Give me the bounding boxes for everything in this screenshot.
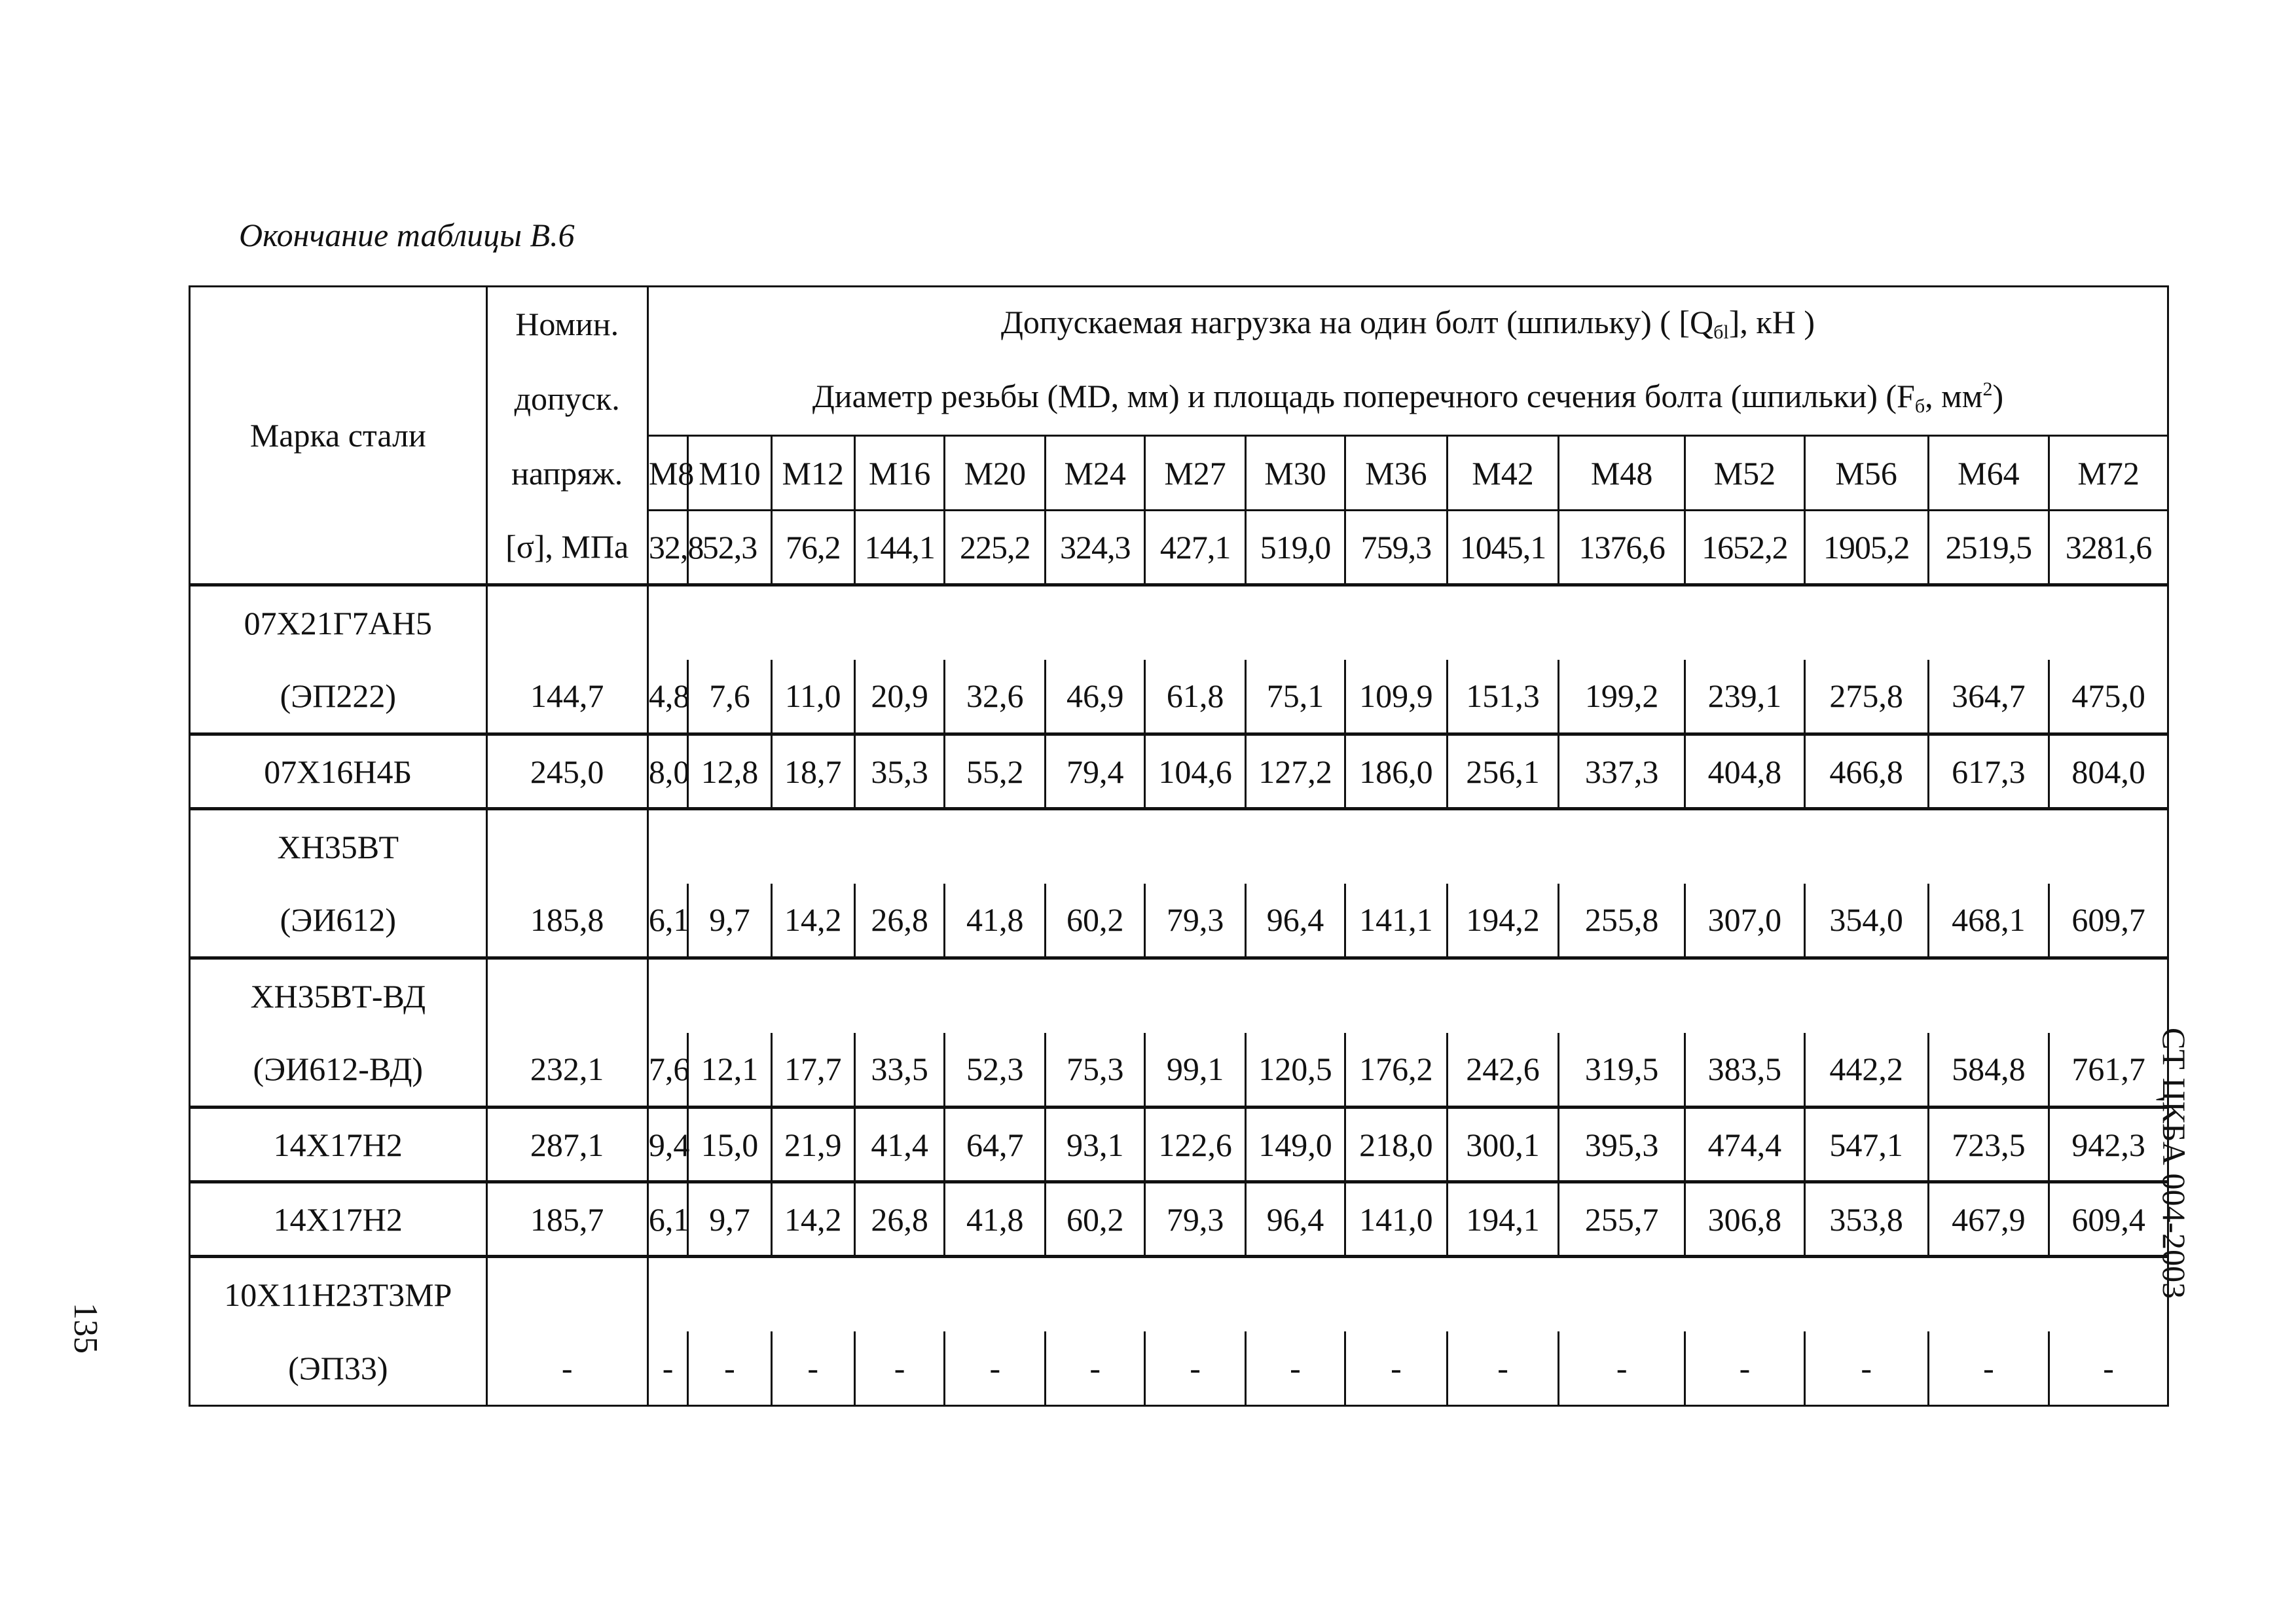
cross-section-area-cell: 144,1 [854,511,945,585]
allowable-load-cell: - [2049,1331,2168,1406]
cross-section-area-cell: 1045,1 [1447,511,1558,585]
page-number: 135 [67,1303,104,1354]
allowable-load-cell: 468,1 [1928,884,2049,958]
allowable-load-cell: 26,8 [854,884,945,958]
steel-grade-cell: 07Х21Г7АН5 [190,585,487,660]
table-row [190,958,2168,1033]
allowable-load-cell: 141,1 [1345,884,1447,958]
allowable-load-cell: 242,6 [1447,1033,1558,1108]
allowable-load-cell: 466,8 [1804,734,1928,809]
header-diameter-title: Диаметр резьбы (MD, мм) и площадь поперечного сечения болта (шпильки) ($F_б$, $мм^2$) [647,361,2168,436]
allowable-load-cell: 15,0 [688,1108,771,1182]
steel-grade-cell: 07Х16Н4Б [190,734,487,809]
allowable-load-cell: 35,3 [854,734,945,809]
allowable-load-cell: 804,0 [2049,734,2168,809]
empty-cell [647,809,2168,884]
allowable-load-cell: 141,0 [1345,1182,1447,1257]
allowable-load-cell: 151,3 [1447,660,1558,734]
allowable-load-cell: 353,8 [1804,1182,1928,1257]
allowable-load-cell: 120,5 [1246,1033,1345,1108]
thread-diameter-cell: M10 [688,436,771,511]
allowable-load-cell: 12,1 [688,1033,771,1108]
allowable-load-cell: - [1804,1331,1928,1406]
cross-section-area-cell: 759,3 [1345,511,1447,585]
allowable-load-cell: - [1928,1331,2049,1406]
header-load-title: Допускаемая нагрузка на один болт (шпильку) ( $[Q_{бl}]$, кН ) [647,287,2168,361]
allowable-load-cell: 255,8 [1559,884,1685,958]
allowable-load-cell: 307,0 [1685,884,1805,958]
allowable-load-cell: - [1145,1331,1246,1406]
allowable-load-cell: 364,7 [1928,660,2049,734]
allowable-load-cell: 96,4 [1246,884,1345,958]
allowable-load-cell: 584,8 [1928,1033,2049,1108]
allowable-load-cell: 20,9 [854,660,945,734]
allowable-load-cell: 275,8 [1804,660,1928,734]
allowable-load-cell: 9,7 [688,1182,771,1257]
allowable-stress-cell: 287,1 [486,1108,647,1182]
allowable-load-cell: 41,8 [945,884,1046,958]
allowable-load-cell: 11,0 [771,660,854,734]
allowable-load-cell: 7,6 [688,660,771,734]
allowable-load-cell: 75,1 [1246,660,1345,734]
empty-cell [486,958,647,1033]
table-row [190,884,2168,958]
allowable-load-cell: 194,1 [1447,1182,1558,1257]
cross-section-area-cell: 1376,6 [1559,511,1685,585]
allowable-load-cell: 127,2 [1246,734,1345,809]
steel-grade-cell: (ЭИ612-ВД) [190,1033,487,1108]
allowable-stress-cell: 185,7 [486,1182,647,1257]
thread-diameter-cell: M64 [1928,436,2049,511]
allowable-load-cell: 26,8 [854,1182,945,1257]
allowable-load-cell: - [1447,1331,1558,1406]
allowable-load-cell: 93,1 [1046,1108,1145,1182]
thread-diameter-cell: M24 [1046,436,1145,511]
allowable-stress-cell: 245,0 [486,734,647,809]
table-row [190,1331,2168,1406]
allowable-load-cell: 319,5 [1559,1033,1685,1108]
steel-grade-cell: (ЭП222) [190,660,487,734]
cross-section-area-cell: 427,1 [1145,511,1246,585]
table-row [190,1108,2168,1182]
allowable-load-cell: 9,4 [647,1108,688,1182]
allowable-load-cell: - [771,1331,854,1406]
allowable-load-cell: 32,6 [945,660,1046,734]
allowable-load-cell: 60,2 [1046,884,1145,958]
thread-diameter-cell: M8 [647,436,688,511]
steel-grade-cell: 10Х11Н23Т3МР [190,1257,487,1331]
allowable-load-cell: 256,1 [1447,734,1558,809]
allowable-load-cell: 60,2 [1046,1182,1145,1257]
thread-diameter-cell: M48 [1559,436,1685,511]
table-row [190,734,2168,809]
thread-diameter-cell: M52 [1685,436,1805,511]
allowable-load-cell: - [1246,1331,1345,1406]
allowable-stress-cell: 144,7 [486,660,647,734]
allowable-load-cell: 617,3 [1928,734,2049,809]
thread-diameter-cell: M16 [854,436,945,511]
thread-diameter-cell: M12 [771,436,854,511]
allowable-load-cell: 17,7 [771,1033,854,1108]
cross-section-area-cell: 2519,5 [1928,511,2049,585]
allowable-load-cell: 41,8 [945,1182,1046,1257]
allowable-load-cell: 122,6 [1145,1108,1246,1182]
allowable-load-cell: 61,8 [1145,660,1246,734]
allowable-load-cell: 474,4 [1685,1108,1805,1182]
allowable-load-cell: 6,1 [647,1182,688,1257]
empty-cell [486,585,647,660]
allowable-load-cell: 12,8 [688,734,771,809]
allowable-load-cell: 64,7 [945,1108,1046,1182]
allowable-stress-cell: 232,1 [486,1033,647,1108]
thread-diameter-cell: M20 [945,436,1046,511]
empty-cell [647,1257,2168,1331]
thread-diameter-cell: M72 [2049,436,2168,511]
allowable-load-cell: 723,5 [1928,1108,2049,1182]
steel-grade-cell: ХН35ВТ [190,809,487,884]
empty-cell [647,958,2168,1033]
allowable-load-cell: - [688,1331,771,1406]
allowable-load-cell: - [945,1331,1046,1406]
cross-section-area-cell: 1905,2 [1804,511,1928,585]
table-row [190,1033,2168,1108]
empty-cell [486,809,647,884]
allowable-load-cell: 942,3 [2049,1108,2168,1182]
allowable-load-cell: 255,7 [1559,1182,1685,1257]
allowable-load-cell: 79,4 [1046,734,1145,809]
table-row [190,660,2168,734]
allowable-load-cell: 475,0 [2049,660,2168,734]
allowable-load-cell: 383,5 [1685,1033,1805,1108]
allowable-load-cell: 46,9 [1046,660,1145,734]
header-stress-line: Номин. [486,287,647,361]
cross-section-area-cell: 519,0 [1246,511,1345,585]
allowable-load-cell: 300,1 [1447,1108,1558,1182]
allowable-load-cell: 14,2 [771,1182,854,1257]
empty-cell [486,1257,647,1331]
thread-diameter-cell: M42 [1447,436,1558,511]
allowable-load-cell: 99,1 [1145,1033,1246,1108]
allowable-load-cell: 96,4 [1246,1182,1345,1257]
allowable-load-cell: 4,8 [647,660,688,734]
allowable-load-cell: 9,7 [688,884,771,958]
allowable-load-cell: 239,1 [1685,660,1805,734]
allowable-load-cell: 395,3 [1559,1108,1685,1182]
allowable-load-cell: - [1345,1331,1447,1406]
table-caption: Окончание таблицы В.6 [239,217,575,253]
allowable-load-cell: 8,0 [647,734,688,809]
allowable-load-cell: 176,2 [1345,1033,1447,1108]
allowable-load-cell: 52,3 [945,1033,1046,1108]
allowable-load-cell: 199,2 [1559,660,1685,734]
table-row [190,1257,2168,1331]
allowable-load-cell: 761,7 [2049,1033,2168,1108]
cross-section-area-cell: 3281,6 [2049,511,2168,585]
table-row [190,1182,2168,1257]
allowable-load-cell: 21,9 [771,1108,854,1182]
allowable-load-cell: 14,2 [771,884,854,958]
header-steel-grade: Марка стали [190,287,487,585]
allowable-load-cell: 104,6 [1145,734,1246,809]
steel-grade-cell: 14Х17Н2 [190,1182,487,1257]
allowable-load-cell: - [854,1331,945,1406]
thread-diameter-cell: M36 [1345,436,1447,511]
thread-diameter-cell: M27 [1145,436,1246,511]
thread-diameter-cell: M56 [1804,436,1928,511]
allowable-load-cell: 337,3 [1559,734,1685,809]
allowable-load-cell: 7,6 [647,1033,688,1108]
steel-grade-cell: (ЭП33) [190,1331,487,1406]
document-code: СТ ЦКБА 004-2003 [2156,1028,2193,1299]
allowable-load-cell: 306,8 [1685,1182,1805,1257]
allowable-stress-cell: - [486,1331,647,1406]
cross-section-area-cell: 1652,2 [1685,511,1805,585]
allowable-load-cell: 186,0 [1345,734,1447,809]
allowable-stress-cell: 185,8 [486,884,647,958]
allowable-load-cell: 149,0 [1246,1108,1345,1182]
empty-cell [647,585,2168,660]
cross-section-area-cell: 76,2 [771,511,854,585]
cross-section-area-cell: 324,3 [1046,511,1145,585]
thread-diameter-cell: M30 [1246,436,1345,511]
allowable-load-cell: 18,7 [771,734,854,809]
table-row [190,809,2168,884]
allowable-load-cell: 404,8 [1685,734,1805,809]
allowable-load-cell: - [647,1331,688,1406]
allowable-load-cell: 609,4 [2049,1182,2168,1257]
table-row [190,585,2168,660]
header-stress-line: напряж. [486,436,647,511]
allowable-load-cell: - [1559,1331,1685,1406]
allowable-load-cell: 467,9 [1928,1182,2049,1257]
allowable-load-cell: - [1046,1331,1145,1406]
allowable-load-cell: 79,3 [1145,884,1246,958]
allowable-load-cell: 41,4 [854,1108,945,1182]
allowable-load-cell: 6,1 [647,884,688,958]
steel-grade-cell: ХН35ВТ-ВД [190,958,487,1033]
steel-load-table [189,285,2169,1407]
allowable-load-cell: 79,3 [1145,1182,1246,1257]
cross-section-area-cell: 52,3 [688,511,771,585]
allowable-load-cell: 354,0 [1804,884,1928,958]
allowable-load-cell: 33,5 [854,1033,945,1108]
header-stress-line: [σ], МПа [486,511,647,585]
cross-section-area-cell: 225,2 [945,511,1046,585]
allowable-load-cell: 442,2 [1804,1033,1928,1108]
allowable-load-cell: 75,3 [1046,1033,1145,1108]
header-stress-line: допуск. [486,361,647,436]
allowable-load-cell: 547,1 [1804,1108,1928,1182]
allowable-load-cell: 218,0 [1345,1108,1447,1182]
allowable-load-cell: 609,7 [2049,884,2168,958]
allowable-load-cell: 194,2 [1447,884,1558,958]
cross-section-area-cell: 32,8 [647,511,688,585]
allowable-load-cell: - [1685,1331,1805,1406]
allowable-load-cell: 109,9 [1345,660,1447,734]
steel-grade-cell: (ЭИ612) [190,884,487,958]
allowable-load-cell: 55,2 [945,734,1046,809]
steel-grade-cell: 14Х17Н2 [190,1108,487,1182]
